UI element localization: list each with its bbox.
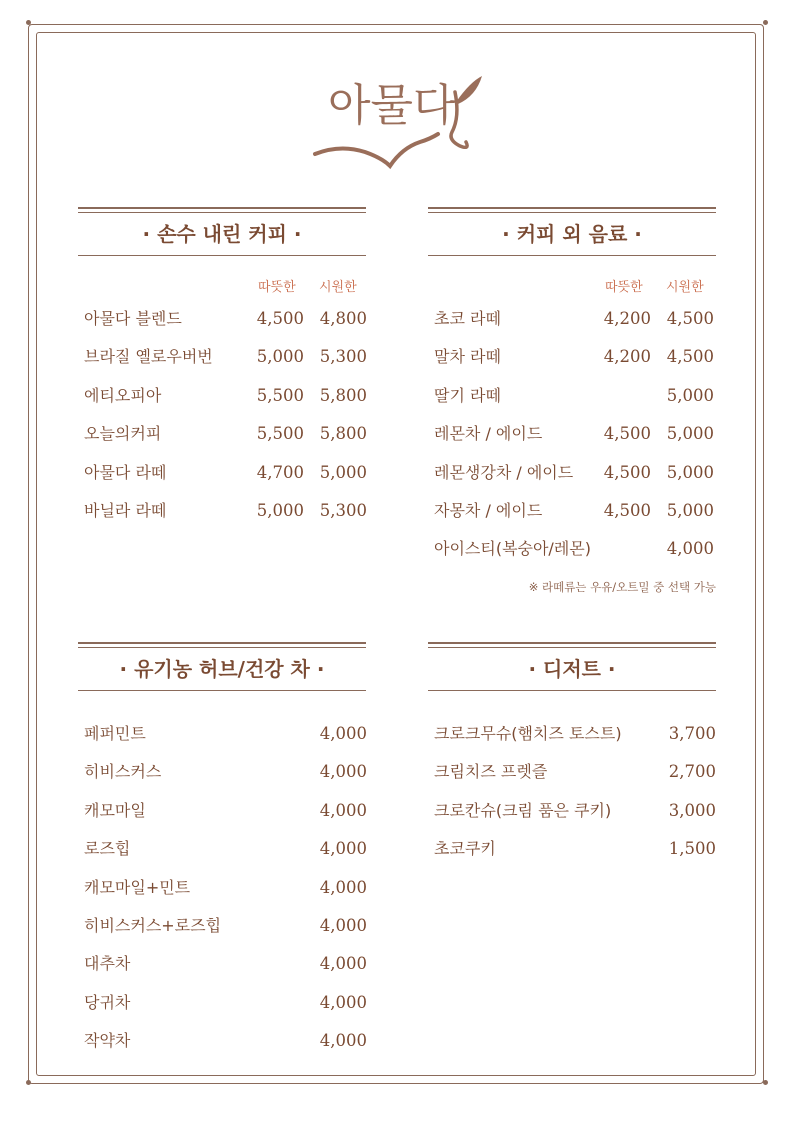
item-name: 캐모마일 [84, 800, 146, 820]
corner-dot [26, 1080, 31, 1085]
latte-milk-note: ※ 라떼류는 우유/오트밀 중 선택 가능 [528, 579, 716, 594]
header-iced: 시원한 [666, 280, 704, 295]
price-hot: 4,200 [603, 347, 651, 367]
price-iced: 5,000 [666, 500, 714, 520]
price-iced: 5,000 [319, 462, 367, 482]
header-hot: 따뜻한 [258, 280, 296, 295]
section-title: · 유기농 허브/건강 차 · [78, 648, 366, 691]
menu-list [428, 715, 716, 869]
menu-item [428, 715, 716, 753]
item-name: 크림치즈 프렛즐 [434, 762, 548, 782]
item-name: 당귀차 [84, 992, 131, 1012]
price: 4,000 [319, 724, 367, 743]
menu-item [78, 715, 366, 753]
column-headers [78, 276, 366, 300]
price: 1,500 [668, 839, 716, 859]
price: 3,700 [668, 724, 716, 743]
menu-list [428, 300, 716, 569]
item-name: 초코 라떼 [434, 309, 501, 328]
price: 3,000 [668, 800, 716, 820]
section-title: · 손수 내린 커피 · [78, 213, 366, 256]
menu-item [78, 945, 366, 983]
price-iced: 4,000 [666, 539, 714, 559]
item-name: 레몬차 / 에이드 [434, 424, 543, 444]
price-iced: 5,300 [319, 500, 367, 520]
price-hot: 4,500 [603, 500, 651, 520]
menu-item [78, 792, 366, 830]
menu-item [78, 907, 366, 945]
price: 4,000 [319, 877, 367, 897]
item-name: 딸기 라떼 [434, 385, 501, 405]
price: 4,000 [319, 992, 367, 1012]
price-hot: 4,500 [256, 309, 304, 328]
logo-text: 아물다 [328, 80, 456, 131]
price-hot: 5,500 [256, 424, 304, 444]
price-hot: 5,000 [256, 500, 304, 520]
menu-item [78, 377, 366, 415]
item-name: 히비스커스 [84, 762, 162, 782]
menu-list [78, 300, 366, 530]
menu-item [78, 492, 366, 530]
price: 4,000 [319, 1031, 367, 1051]
price-iced: 5,000 [666, 424, 714, 444]
item-name: 크로칸슈(크림 품은 쿠키) [434, 800, 612, 820]
item-name: 페퍼민트 [84, 724, 146, 743]
menu-item [78, 454, 366, 492]
price-iced: 5,300 [319, 347, 367, 367]
menu-item [428, 830, 716, 868]
price-iced: 5,800 [319, 385, 367, 405]
item-name: 캐모마일+민트 [84, 877, 191, 897]
item-name: 아이스티(복숭아/레몬) [434, 539, 591, 559]
price-hot: 4,200 [603, 309, 651, 328]
menu-item [428, 530, 716, 568]
menu-item [428, 454, 716, 492]
section-hand-drip [78, 207, 366, 530]
item-name: 바닐라 라떼 [84, 500, 167, 520]
price-hot: 4,500 [603, 424, 651, 444]
price-iced: 4,500 [666, 309, 714, 328]
price: 4,000 [319, 800, 367, 820]
menu-item [78, 830, 366, 868]
price: 2,700 [668, 762, 716, 782]
price-hot: 4,500 [603, 462, 651, 482]
corner-dot [26, 20, 31, 25]
menu-item [428, 377, 716, 415]
item-name: 아물다 라떼 [84, 462, 167, 482]
item-name: 말차 라떼 [434, 347, 501, 367]
menu-item [78, 300, 366, 338]
menu-item [428, 753, 716, 791]
price-hot: 5,000 [256, 347, 304, 367]
item-name: 히비스커스+로즈힙 [84, 915, 222, 935]
item-name: 에티오피아 [84, 385, 162, 405]
item-name: 자몽차 / 에이드 [434, 500, 543, 520]
menu-item [78, 1022, 366, 1060]
price-iced: 5,000 [666, 385, 714, 405]
section-title: · 커피 외 음료 · [428, 213, 716, 256]
menu-item [78, 338, 366, 376]
price-iced: 5,000 [666, 462, 714, 482]
corner-dot [763, 20, 768, 25]
menu-item [78, 869, 366, 907]
item-name: 아물다 블렌드 [84, 309, 182, 328]
header-hot: 따뜻한 [605, 280, 643, 295]
menu-item [428, 300, 716, 338]
price-iced: 5,800 [319, 424, 367, 444]
price-iced: 4,500 [666, 347, 714, 367]
item-name: 작약차 [84, 1031, 131, 1051]
menu-item [428, 338, 716, 376]
item-name: 초코쿠키 [434, 839, 496, 859]
section-title: · 디저트 · [428, 648, 716, 691]
price-iced: 4,800 [319, 309, 367, 328]
item-name: 크로크무슈(햄치즈 토스트) [434, 724, 622, 743]
price: 4,000 [319, 839, 367, 859]
header-iced: 시원한 [319, 280, 357, 295]
menu-list [78, 715, 366, 1061]
price: 4,000 [319, 954, 367, 974]
menu-item [78, 984, 366, 1022]
item-name: 브라질 옐로우버번 [84, 347, 213, 367]
menu-item [428, 792, 716, 830]
item-name: 로즈힙 [84, 839, 131, 859]
price: 4,000 [319, 915, 367, 935]
section-tea [78, 642, 366, 1061]
menu-item [78, 415, 366, 453]
section-dessert [428, 642, 716, 869]
price-hot: 4,700 [256, 462, 304, 482]
corner-dot [763, 1080, 768, 1085]
column-headers [428, 276, 716, 300]
menu-item [428, 492, 716, 530]
item-name: 대추차 [84, 954, 131, 974]
price-hot: 5,500 [256, 385, 304, 405]
price: 4,000 [319, 762, 367, 782]
logo [310, 62, 485, 172]
section-non-coffee [428, 207, 716, 595]
menu-item [78, 753, 366, 791]
menu-item [428, 415, 716, 453]
item-name: 오늘의커피 [84, 424, 162, 444]
item-name: 레몬생강차 / 에이드 [434, 462, 574, 482]
